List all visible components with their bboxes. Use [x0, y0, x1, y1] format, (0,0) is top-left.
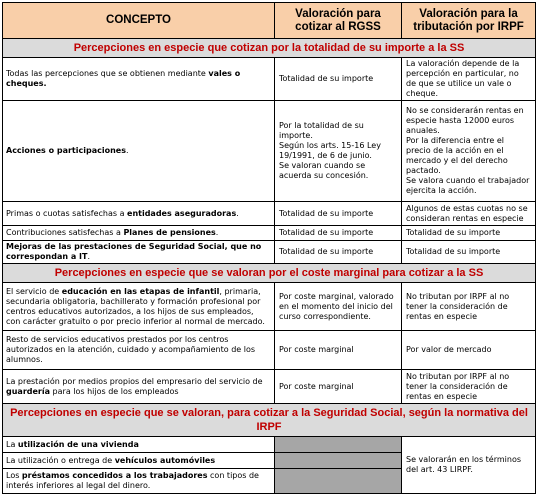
table-row — [3, 202, 536, 226]
section-title-3: Percepciones en especie que se valoran, para cotizar a la Seguridad Social, según la normativa del IRPF — [3, 404, 536, 437]
rgss-cell: Por coste marginal, valorado en el momento del inicio del curso correspondiente. — [275, 283, 402, 331]
irpf-cell: No se considerarán rentas en especie hasta 12000 euros anuales. Por la diferencia entre el precio de la acción en el mercado y el del derecho pactado. Se valora cuando el trabajador ejercita la acción. — [402, 101, 536, 202]
table-row — [3, 241, 536, 264]
irpf-cell: Por valor de mercado — [402, 331, 536, 370]
concepto-cell: Mejoras de las prestaciones de Seguridad Social, que no correspondan a IT. — [3, 241, 275, 264]
concepto-cell: El servicio de educación en las etapas de infantil, primaria, secundaria obligatoria, bachillerato y formación profesional por centros educativos autorizados, a los hijos de sus empleados, con carácter gratuito o por precio inferior al normal de mercado. — [3, 283, 275, 331]
rgss-cell: Por coste marginal — [275, 370, 402, 404]
concepto-cell: Acciones o participaciones. — [3, 101, 275, 202]
rgss-gray-cell — [275, 453, 402, 469]
concepto-cell: La prestación por medios propios del empresario del servicio de guardería para los hijos de los empleados — [3, 370, 275, 404]
concepto-cell: Contribuciones satisfechas a Planes de pensiones. — [3, 226, 275, 241]
table-row — [3, 437, 536, 453]
concepto-cell: Resto de servicios educativos prestados por los centros autorizados en la atención, cuidado y acompañamiento de los alumnos. — [3, 331, 275, 370]
concepto-cell: Primas o cuotas satisfechas a entidades aseguradoras. — [3, 202, 275, 226]
header-concepto: CONCEPTO — [3, 3, 275, 39]
rgss-cell: Totalidad de su importe — [275, 202, 402, 226]
irpf-cell: Totalidad de su importe — [402, 241, 536, 264]
header-rgss: Valoración para cotizar al RGSS — [275, 3, 402, 39]
table-row — [3, 331, 536, 370]
rgss-cell: Totalidad de su importe — [275, 241, 402, 264]
rgss-cell: Totalidad de su importe — [275, 58, 402, 101]
concepto-cell: Todas las percepciones que se obtienen mediante vales o cheques. — [3, 58, 275, 101]
concepto-cell: Los préstamos concedidos a los trabajadores con tipos de interés inferiores al legal del dinero. — [3, 469, 275, 494]
irpf-cell: La valoración depende de la percepción en particular, no de que se utilice un vale o cheque. — [402, 58, 536, 101]
concepto-cell: La utilización o entrega de vehículos automóviles — [3, 453, 275, 469]
concepto-cell: La utilización de una vivienda — [3, 437, 275, 453]
irpf-cell: Totalidad de su importe — [402, 226, 536, 241]
header-irpf: Valoración para la tributación por IRPF — [402, 3, 536, 39]
irpf-cell: No tributan por IRPF al no tener la consideración de rentas en especie — [402, 370, 536, 404]
table-row — [3, 370, 536, 404]
rgss-cell: Por coste marginal — [275, 331, 402, 370]
irpf-group-cell: Se valorarán en los términos del art. 43 LIRPF. — [402, 437, 536, 494]
rgss-cell: Totalidad de su importe — [275, 226, 402, 241]
rgss-gray-cell — [275, 437, 402, 453]
table-row — [3, 226, 536, 241]
especie-table — [2, 2, 536, 494]
table-row — [3, 58, 536, 101]
rgss-gray-cell — [275, 469, 402, 494]
irpf-cell: No tributan por IRPF al no tener la consideración de rentas en especie — [402, 283, 536, 331]
irpf-cell: Algunos de estas cuotas no se consideran rentas en especie — [402, 202, 536, 226]
section-title-1: Percepciones en especie que cotizan por la totalidad de su importe a la SS — [3, 39, 536, 58]
table-row — [3, 283, 536, 331]
section-title-2: Percepciones en especie que se valoran por el coste marginal para cotizar a la SS — [3, 264, 536, 283]
table-row — [3, 101, 536, 202]
rgss-cell: Por la totalidad de su importe. Según los arts. 15-16 Ley 19/1991, de 6 de junio. Se valoran cuando se acuerda su concesión. — [275, 101, 402, 202]
